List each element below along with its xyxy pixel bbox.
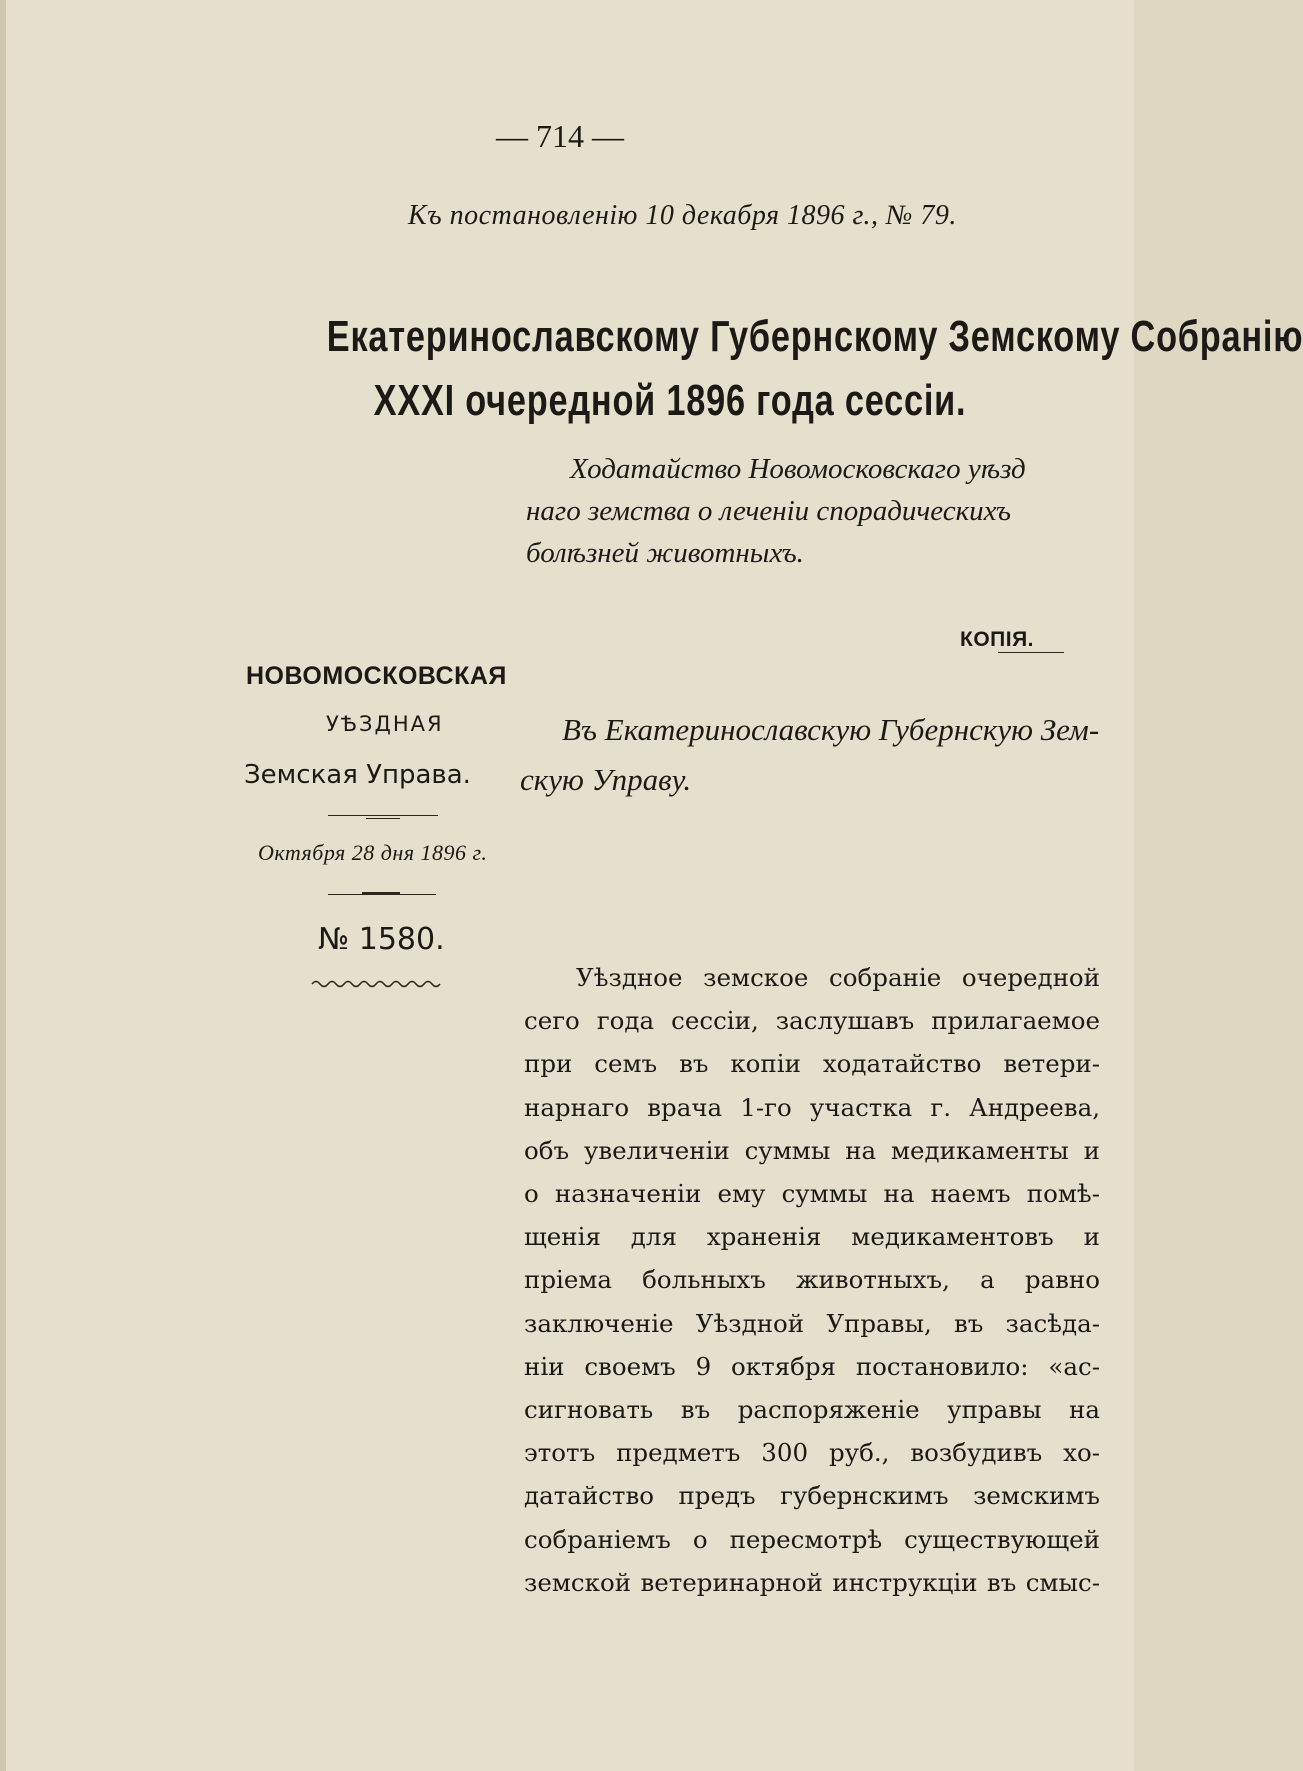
sender-office-line-1: НОВОМОСКОВСКАЯ bbox=[246, 662, 507, 690]
body-line: собраніемъ о пересмотрѣ существующей bbox=[524, 1524, 1100, 1554]
separator-rule bbox=[362, 892, 400, 895]
title-line-1: Екатеринославскому Губернскому Земскому Собранію bbox=[326, 312, 1303, 361]
body-line: пріема больныхъ животныхъ, а равно bbox=[524, 1265, 1100, 1295]
letter-body bbox=[524, 956, 1100, 1604]
body-line: нарнаго врача 1-го участка г. Андреева, bbox=[524, 1092, 1100, 1122]
body-line: Уѣздное земское собраніе очередной bbox=[576, 963, 1100, 992]
letter-date: Октября 28 дня 1896 г. bbox=[258, 840, 488, 865]
body-line: объ увеличеніи суммы на медикаменты и bbox=[524, 1135, 1100, 1165]
sender-office-line-2: УѢЗДНАЯ bbox=[326, 712, 444, 736]
petition-line-1: Ходатайство Новомосковскаго уѣзд bbox=[570, 453, 1026, 485]
body-line: о назначеніи ему суммы на наемъ помѣ- bbox=[524, 1179, 1100, 1209]
document-title bbox=[326, 305, 1303, 433]
body-line: этотъ предметъ 300 руб., возбудивъ хо- bbox=[524, 1438, 1100, 1468]
separator-rule bbox=[366, 818, 400, 819]
sender-office-line-3: Земская Управа. bbox=[244, 760, 471, 790]
copy-mark-underline bbox=[998, 652, 1064, 653]
title-line-2: XXXI очередной 1896 года сессіи. bbox=[373, 376, 967, 425]
addressee-line-1: Въ Екатеринославскую Губернскую Зем- bbox=[562, 712, 1100, 747]
wavy-underline bbox=[310, 978, 450, 990]
addressee-line-2: скую Управу. bbox=[520, 762, 692, 797]
body-line: щенія для храненія медикаментовъ и bbox=[524, 1222, 1100, 1252]
body-line: ніи своемъ 9 октября постановило: «ас- bbox=[524, 1351, 1100, 1381]
letter-number: № 1580. bbox=[318, 922, 445, 957]
petition-subject bbox=[526, 448, 1116, 574]
copy-mark: КОПІЯ. bbox=[960, 628, 1035, 651]
body-line: сего года сессіи, заслушавъ прилагаемое bbox=[524, 1006, 1100, 1036]
body-line: сигновать въ распоряженіе управы на bbox=[524, 1395, 1100, 1425]
body-line: заключеніе Уѣздной Управы, въ засѣда- bbox=[524, 1308, 1100, 1338]
page-number: — 714 — bbox=[496, 118, 624, 154]
body-line: при семъ въ копіи ходатайство ветери- bbox=[524, 1049, 1100, 1079]
resolution-reference: Къ постановленію 10 декабря 1896 г., № 79. bbox=[408, 200, 957, 231]
petition-line-3: болѣзней животныхъ. bbox=[526, 537, 804, 569]
addressee bbox=[520, 705, 1110, 805]
separator-rule bbox=[328, 815, 438, 816]
petition-line-2: наго земства о леченіи спорадическихъ bbox=[526, 495, 1011, 527]
body-line: земской ветеринарной инструкціи въ смыс- bbox=[524, 1567, 1100, 1597]
body-line: датайство предъ губернскимъ земскимъ bbox=[524, 1481, 1100, 1511]
